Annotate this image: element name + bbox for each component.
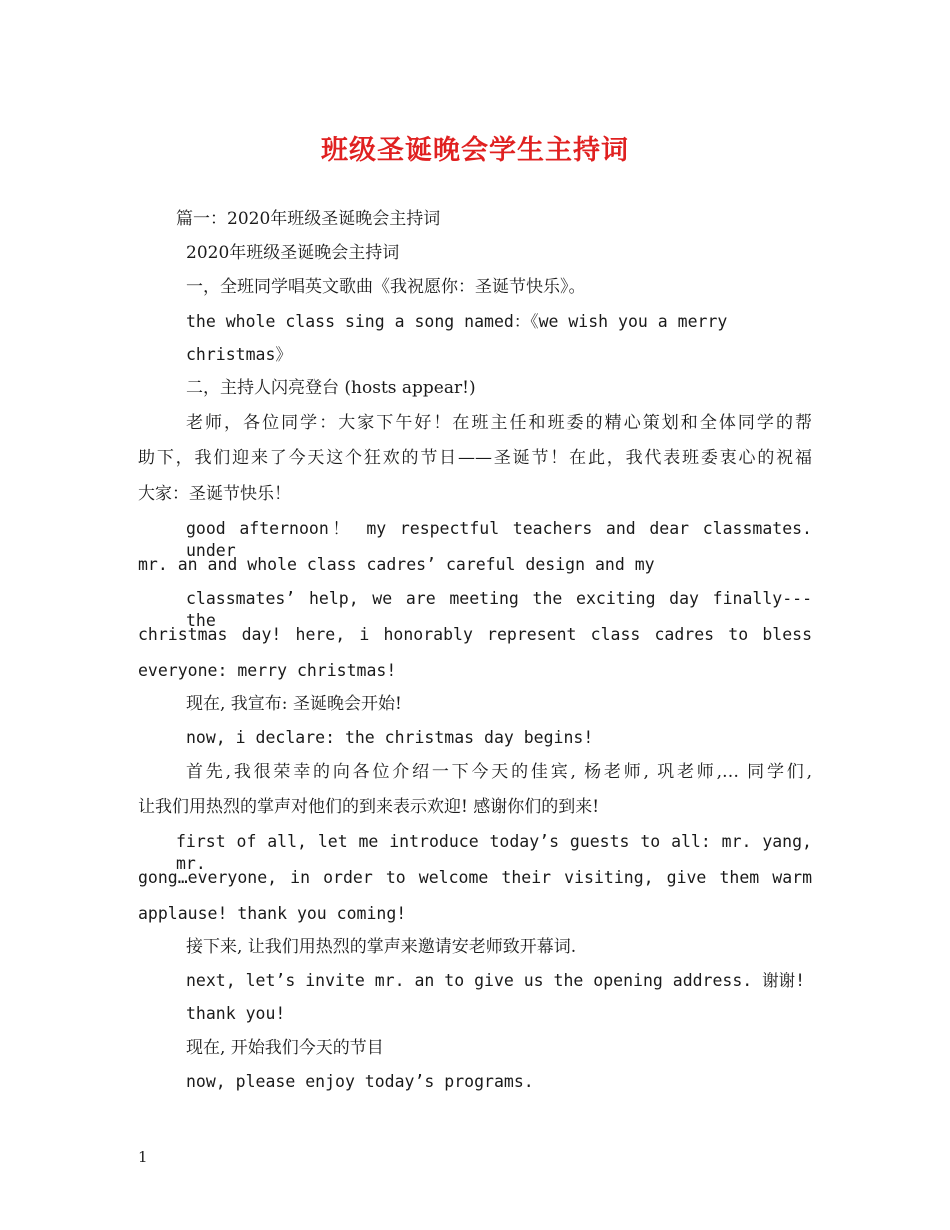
text-line: christmas day! here, i honorably represent class cadres to bless [138, 625, 812, 644]
text-line: christmas》 [186, 345, 292, 364]
text-line: 现在, 我宣布: 圣诞晚会开始! [186, 694, 402, 714]
text-line: 二，主持人闪亮登台 (hosts appear!) [186, 378, 476, 398]
text-line: classmates’ help, we are meeting the exciting day finally--- the [186, 589, 812, 630]
text-line: 首先,我很荣幸的向各位介绍一下今天的佳宾, 杨老师, 巩老师,… 同学们, [186, 762, 812, 782]
text-line: 让我们用热烈的掌声对他们的到来表示欢迎! 感谢你们的到来! [138, 797, 600, 817]
text-line: mr. an and whole class cadres’ careful design and my [138, 555, 655, 574]
text-line: 接下来, 让我们用热烈的掌声来邀请安老师致开幕词. [186, 937, 577, 957]
text-line: 老师，各位同学：大家下午好！在班主任和班委的精心策划和全体同学的帮 [186, 413, 812, 433]
text-line: next, let’s invite mr. an to give us the opening address. 谢谢! [186, 971, 806, 990]
text-line: 现在, 开始我们今天的节目 [186, 1038, 384, 1058]
text-line: first of all, let me introduce today’s guests to all: mr. yang, mr. [176, 832, 812, 873]
text-line: now, i declare: the christmas day begins! [186, 728, 594, 747]
text-line: 助下，我们迎来了今天这个狂欢的节日——圣诞节！在此，我代表班委衷心的祝福 [138, 448, 812, 468]
text-line: thank you! [186, 1004, 286, 1023]
page-number: 1 [138, 1148, 148, 1166]
subtitle-line: 2020年班级圣诞晚会主持词 [186, 243, 400, 263]
text-line: 一，全班同学唱英文歌曲《我祝愿你：圣诞节快乐》。 [186, 277, 586, 297]
text-line: gong…everyone, in order to welcome their visiting, give them warm [138, 868, 812, 887]
text-line: good afternoon！ my respectful teachers and dear classmates. under [186, 519, 812, 560]
text-line: applause! thank you coming! [138, 904, 407, 923]
section-heading: 篇一：2020年班级圣诞晚会主持词 [176, 209, 441, 229]
text-line: 大家：圣诞节快乐！ [138, 484, 291, 504]
text-line: now, please enjoy today’s programs. [186, 1072, 534, 1091]
document-title: 班级圣诞晚会学生主持词 [321, 135, 629, 166]
text-line: the whole class sing a song named：《we wish you a merry [186, 312, 728, 331]
text-line: everyone: merry christmas! [138, 661, 397, 680]
